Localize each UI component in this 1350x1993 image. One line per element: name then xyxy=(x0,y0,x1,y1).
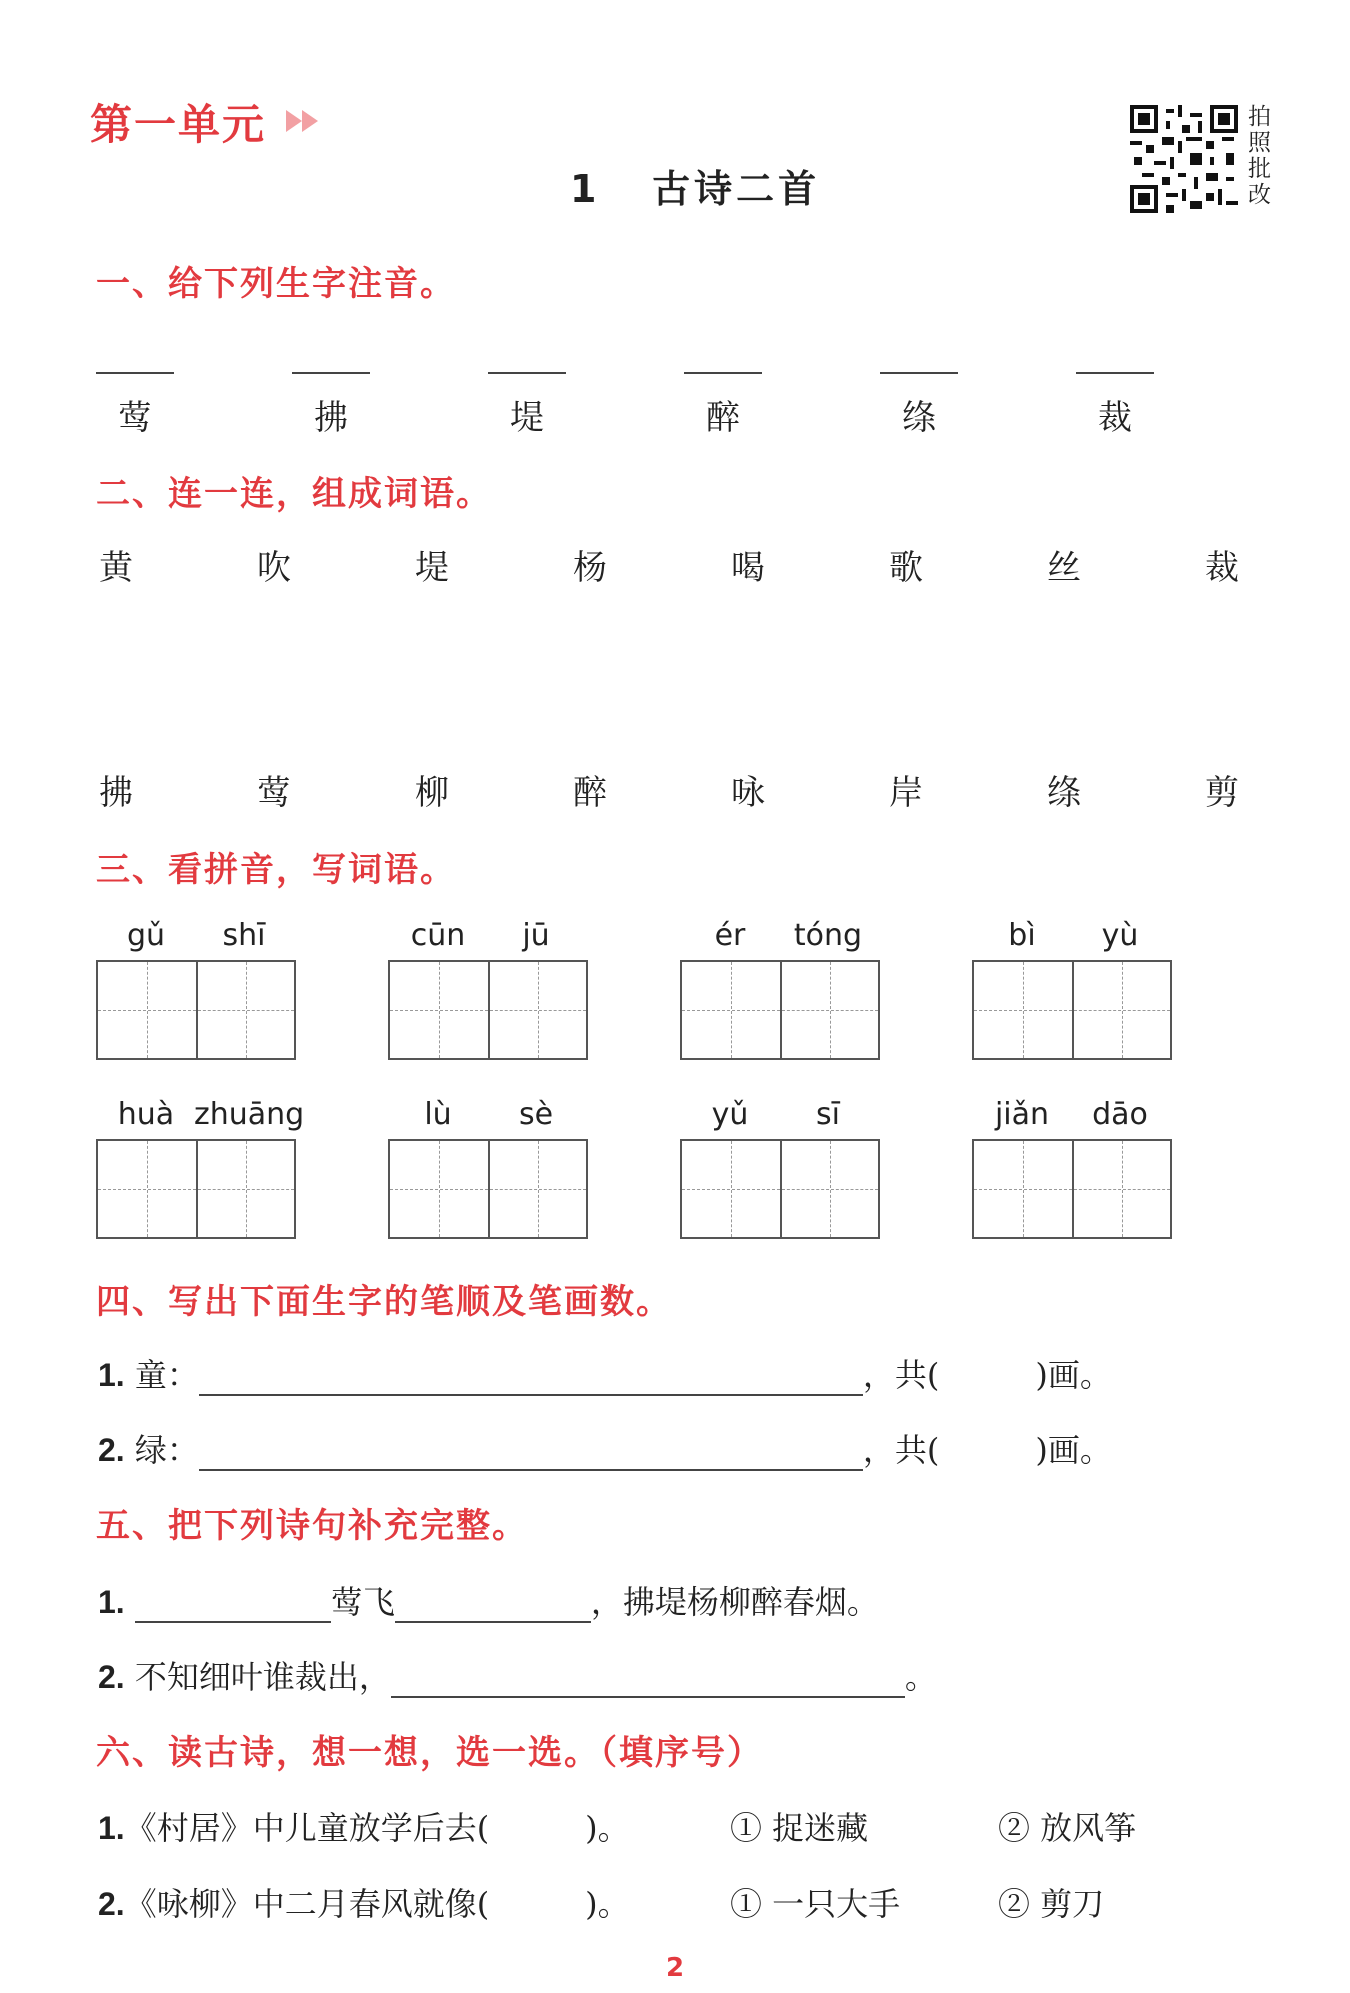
answer-line[interactable] xyxy=(395,1583,591,1623)
match-char[interactable]: 裁 xyxy=(1205,548,1239,588)
section-1-title: 一、给下列生字注音。 xyxy=(96,264,456,304)
match-char[interactable]: 绦 xyxy=(1047,773,1081,813)
match-char[interactable]: 柳 xyxy=(415,773,449,813)
writing-grid[interactable] xyxy=(680,1139,880,1239)
pinyin-blank[interactable] xyxy=(684,372,762,374)
match-char[interactable]: 堤 xyxy=(415,548,449,588)
match-char[interactable]: 吹 xyxy=(257,548,291,588)
q6-item-2-option-1[interactable]: ① 一只大手 xyxy=(730,1885,901,1923)
match-char[interactable]: 黄 xyxy=(99,548,133,588)
writing-grid[interactable] xyxy=(388,960,588,1060)
lesson-title xyxy=(570,158,820,213)
lesson-name: 古诗二首 xyxy=(652,167,821,211)
match-char[interactable]: 丝 xyxy=(1047,548,1081,588)
pinyin-blank[interactable] xyxy=(488,372,566,374)
q1-char: 绦 xyxy=(902,398,936,438)
match-char[interactable]: 拂 xyxy=(99,773,133,813)
q6-item-1-option-2[interactable]: ② 放风筝 xyxy=(998,1809,1137,1847)
qr-code-icon[interactable] xyxy=(1130,105,1238,213)
pinyin-word: huà zhuāng xyxy=(96,1097,296,1239)
double-arrow-icon xyxy=(286,110,324,132)
q1-char: 裁 xyxy=(1098,398,1132,438)
lesson-number: 1 xyxy=(570,167,601,211)
qr-label: 拍 照 批 改 xyxy=(1248,104,1271,208)
section-2-title: 二、连一连，组成词语。 xyxy=(96,474,492,514)
section-6-title: 六、读古诗，想一想，选一选。（填序号） xyxy=(96,1733,763,1773)
section-5-title: 五、把下列诗句补充完整。 xyxy=(96,1506,528,1546)
q6-item-1-option-1[interactable]: ① 捉迷藏 xyxy=(730,1809,869,1847)
pinyin-blank[interactable] xyxy=(292,372,370,374)
answer-line[interactable] xyxy=(199,1356,863,1396)
pinyin-word: lù sè xyxy=(388,1097,588,1239)
q5-item-2: 2. 不知细叶谁裁出， 。 xyxy=(98,1658,937,1696)
q6-item-1: 1.《村居》中儿童放学后去( )。 xyxy=(98,1809,630,1847)
writing-grid[interactable] xyxy=(972,1139,1172,1239)
q6-item-2: 2.《咏柳》中二月春风就像( )。 xyxy=(98,1885,630,1923)
writing-grid[interactable] xyxy=(680,960,880,1060)
writing-grid[interactable] xyxy=(96,960,296,1060)
writing-grid[interactable] xyxy=(972,960,1172,1060)
pinyin-word: gǔ shī xyxy=(96,918,296,1060)
answer-line[interactable] xyxy=(391,1658,905,1698)
match-char[interactable]: 杨 xyxy=(573,548,607,588)
match-char[interactable]: 剪 xyxy=(1205,773,1239,813)
pinyin-word: bì yù xyxy=(972,918,1172,1060)
pinyin-word: ér tóng xyxy=(680,918,880,1060)
pinyin-blank[interactable] xyxy=(1076,372,1154,374)
section-4-title: 四、写出下面生字的笔顺及笔画数。 xyxy=(96,1282,672,1322)
q1-char: 拂 xyxy=(314,398,348,438)
page-number: 2 xyxy=(665,1953,685,1983)
match-char[interactable]: 咏 xyxy=(731,773,765,813)
writing-grid[interactable] xyxy=(388,1139,588,1239)
pinyin-word: yǔ sī xyxy=(680,1097,880,1239)
match-char[interactable]: 莺 xyxy=(257,773,291,813)
writing-grid[interactable] xyxy=(96,1139,296,1239)
match-char[interactable]: 歌 xyxy=(889,548,923,588)
answer-line[interactable] xyxy=(199,1431,863,1471)
match-char[interactable]: 醉 xyxy=(573,773,607,813)
pinyin-word: cūn jū xyxy=(388,918,588,1060)
q5-item-1: 1. 莺飞 ，拂堤杨柳醉春烟。 xyxy=(98,1583,879,1621)
q6-item-2-option-2[interactable]: ② 剪刀 xyxy=(998,1885,1105,1923)
section-3-title: 三、看拼音，写词语。 xyxy=(96,850,456,890)
q4-item-1: 1. 童： ，共( )画。 xyxy=(98,1356,1112,1394)
unit-title: 第一单元 xyxy=(90,100,267,149)
pinyin-blank[interactable] xyxy=(96,372,174,374)
answer-line[interactable] xyxy=(135,1583,331,1623)
pinyin-word: jiǎn dāo xyxy=(972,1097,1172,1239)
match-char[interactable]: 喝 xyxy=(731,548,765,588)
q1-char: 醉 xyxy=(706,398,740,438)
q4-item-2: 2. 绿： ，共( )画。 xyxy=(98,1431,1112,1469)
match-char[interactable]: 岸 xyxy=(889,773,923,813)
q1-char: 堤 xyxy=(510,398,544,438)
pinyin-blank[interactable] xyxy=(880,372,958,374)
q1-char: 莺 xyxy=(118,398,152,438)
